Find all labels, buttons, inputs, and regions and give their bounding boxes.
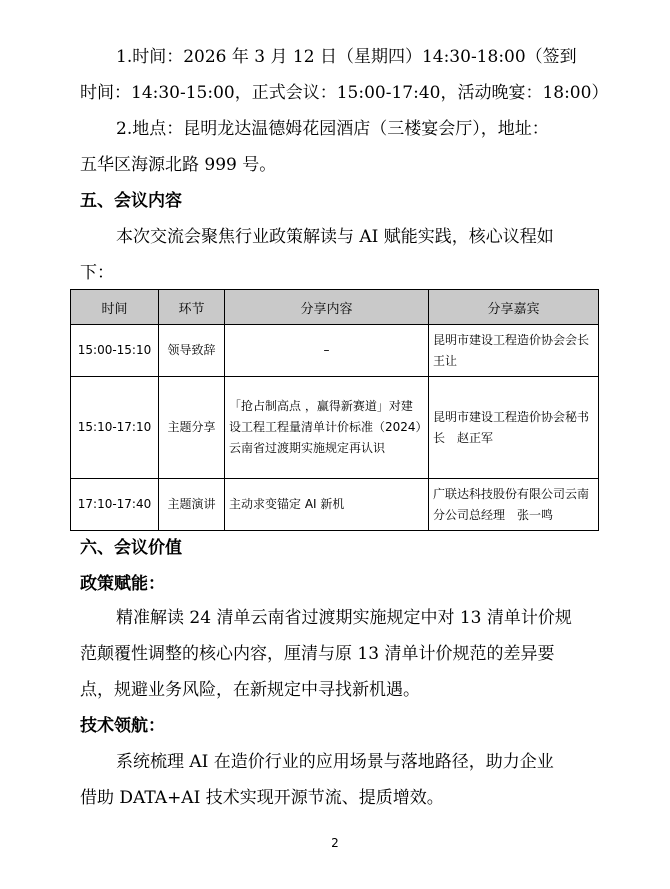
policy-line-3: 点，规避业务风险，在新规定中寻找新机遇。 (80, 680, 420, 700)
section-5-heading: 五、会议内容 (80, 191, 182, 211)
policy-heading: 政策赋能： (80, 574, 165, 594)
header-time: 时间 (71, 290, 159, 325)
venue-line-1: 2.地点：昆明龙达温德姆花园酒店（三楼宴会厅），地址： (116, 119, 549, 139)
row-content: 「抢占制高点 ，赢得新赛道」对建设工程工程量清单计价标准（2024）云南省过渡期实施规定再认识 (225, 377, 429, 479)
row-content: – (225, 325, 429, 377)
header-guest: 分享嘉宾 (429, 290, 599, 325)
header-content: 分享内容 (225, 290, 429, 325)
row-segment: 主题分享 (159, 377, 225, 479)
row-guest: 昆明市建设工程造价协会秘书长 赵正军 (429, 377, 599, 479)
row-segment: 主题演讲 (159, 479, 225, 531)
agenda-header-row (71, 290, 599, 325)
table-row (71, 377, 599, 479)
row-time: 15:00-15:10 (71, 325, 159, 377)
table-row (71, 325, 599, 377)
policy-line-2: 范颠覆性调整的核心内容，厘清与原 13 清单计价规范的差异要 (80, 644, 555, 664)
agenda-table (70, 289, 602, 531)
header-segment: 环节 (159, 290, 225, 325)
page-number: 2 (331, 836, 339, 850)
row-segment: 领导致辞 (159, 325, 225, 377)
section-6-heading: 六、会议价值 (80, 538, 182, 558)
tech-heading: 技术领航： (80, 716, 165, 736)
section-5-intro-line-1: 本次交流会聚焦行业政策解读与 AI 赋能实践，核心议程如 (116, 227, 554, 247)
policy-line-1: 精准解读 24 清单云南省过渡期实施规定中对 13 清单计价规 (116, 608, 572, 628)
row-guest: 广联达科技股份有限公司云南分公司总经理 张一鸣 (429, 479, 599, 531)
table-row (71, 479, 599, 531)
row-time: 15:10-17:10 (71, 377, 159, 479)
tech-line-1: 系统梳理 AI 在造价行业的应用场景与落地路径，助力企业 (116, 752, 554, 772)
schedule-time-line-2: 时间：14:30-15:00，正式会议：15:00-17:40，活动晚宴：18:00） (80, 83, 609, 103)
row-guest: 昆明市建设工程造价协会会长 王让 (429, 325, 599, 377)
row-content: 主动求变锚定 AI 新机 (225, 479, 429, 531)
row-time: 17:10-17:40 (71, 479, 159, 531)
schedule-time-line-1: 1.时间：2026 年 3 月 12 日（星期四）14:30-18:00（签到 (116, 47, 577, 67)
tech-line-2: 借助 DATA+AI 技术实现开源节流、提质增效。 (80, 788, 444, 808)
section-5-intro-line-2: 下： (80, 263, 114, 283)
venue-line-2: 五华区海源北路 999 号。 (80, 155, 277, 175)
